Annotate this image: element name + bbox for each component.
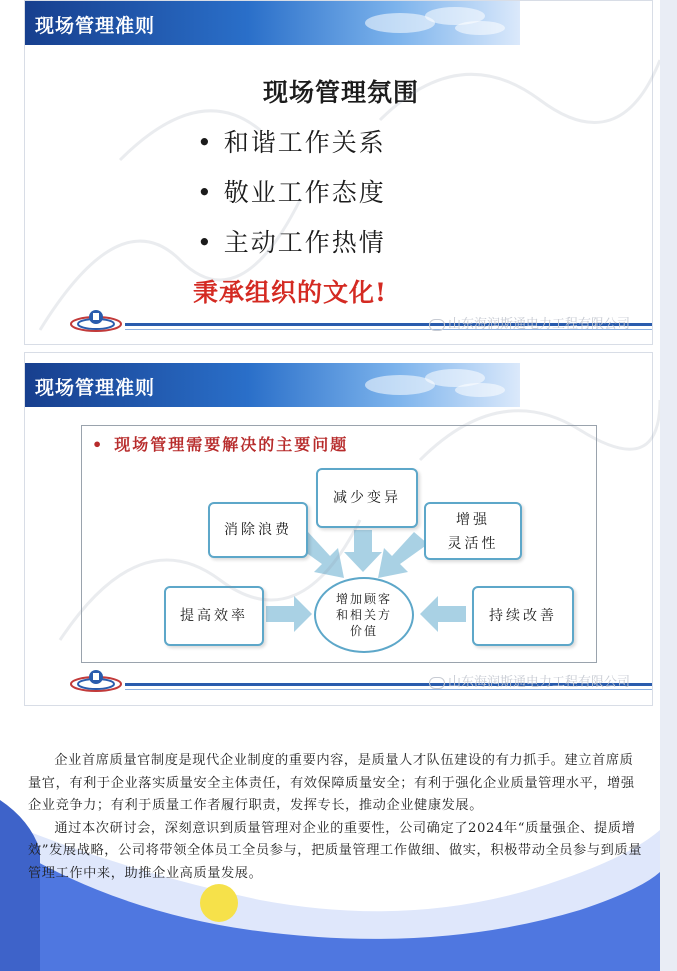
- bullet-item: • 主动工作热情: [197, 228, 386, 257]
- paragraph: 企业首席质量官制度是现代企业制度的重要内容，是质量人才队伍建设的有力抓手。建立首席质量官，有利于企业落实质量安全主体责任，有效保障质量安全；有利于强化企业质量管理水平，增强企业竞争力；有利于质量工作者履行职责，发挥专长，推动企业健康发展。: [28, 753, 635, 813]
- culture-slogan: 秉承组织的文化!: [193, 278, 387, 307]
- right-edge: [660, 0, 677, 971]
- bullet-item: • 敬业工作态度: [197, 178, 386, 207]
- decorative-dot: [200, 884, 238, 922]
- box-enhance-flexibility: 增强 灵活性: [424, 502, 522, 560]
- company-name: 山东海润斯通电力工程有限公司: [429, 313, 630, 332]
- box-eliminate-waste: 消除浪费: [208, 502, 308, 558]
- slide-header-title: 现场管理准则: [35, 377, 156, 399]
- box-reduce-variation: 减少变异: [316, 468, 418, 528]
- company-name: 山东海润斯通电力工程有限公司: [429, 671, 630, 690]
- slide-header-title: 现场管理准则: [35, 15, 156, 37]
- slide-heading: 现场管理氛围: [263, 78, 420, 107]
- diagram-title: • 现场管理需要解决的主要问题: [92, 435, 349, 454]
- box-improve-efficiency: 提高效率: [164, 586, 264, 646]
- center-customer-value: 增加顾客 和相关方 价值: [314, 577, 414, 653]
- article-body: [28, 750, 646, 885]
- box-continuous-improvement: 持续改善: [472, 586, 574, 646]
- paragraph: 通过本次研讨会，深刻意识到质量管理对企业的重要性，公司确定了2024年“质量强企、提质增效”发展战略，公司将带领全体员工全员参与，把质量管理工作做细、做实，积极带动全员参与到质量管理工作中来，助推企业高质量发展。: [28, 820, 642, 881]
- bullet-item: • 和谐工作关系: [197, 128, 386, 157]
